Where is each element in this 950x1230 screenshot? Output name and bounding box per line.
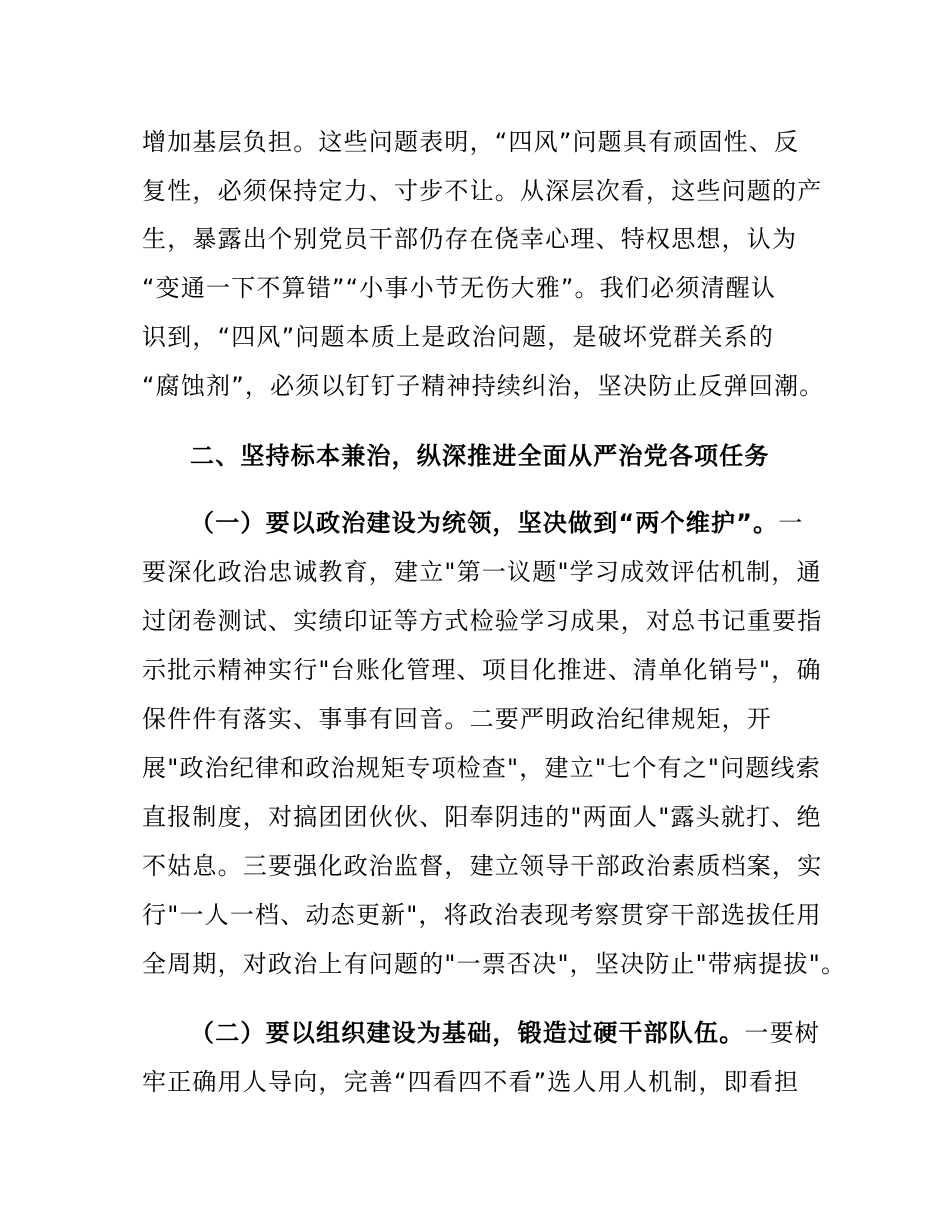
- body-text-line: 示批示精神实行"台账化管理、项目化推进、清单化销号"，确: [142, 656, 822, 684]
- section-heading: 二、坚持标本兼治，纵深推进全面从严治党各项任务: [190, 442, 770, 470]
- body-text-line: 增加基层负担。这些问题表明，“四风”问题具有顽固性、反: [142, 128, 800, 156]
- body-text-line: 生，暴露出个别党员干部仍存在侥幸心理、特权思想，认为: [142, 225, 798, 253]
- subsection-first-line: [190, 1017, 820, 1049]
- subsection-title: （一）要以政治建设为统领，坚决做到“两个维护”。: [190, 509, 779, 537]
- body-text-line: “变通一下不算错”“小事小节无伤大雅”。我们必须清醒认: [142, 274, 777, 302]
- body-text-line: “腐蚀剂”，必须以钉钉子精神持续纠治，坚决防止反弹回潮。: [142, 372, 825, 400]
- body-text-line: 行"一人一档、动态更新"，将政治表现考察贯穿干部选拔任用: [142, 901, 822, 929]
- body-text-line: 识到，“四风”问题本质上是政治问题，是破坏党群关系的: [142, 323, 775, 351]
- body-text-span: 一: [778, 509, 804, 537]
- subsection-first-line: [190, 507, 804, 539]
- body-text-line: 牢正确用人导向，完善“四看四不看”选人用人机制，即看担: [142, 1068, 800, 1096]
- body-text-line: 直报制度，对搞团团伙伙、阳奉阴违的"两面人"露头就打、绝: [142, 803, 822, 831]
- body-text-line: 复性，必须保持定力、寸步不让。从深层次看，这些问题的产: [142, 177, 823, 205]
- body-text-line: 要深化政治忠诚教育，建立"第一议题"学习成效评估机制，通: [142, 558, 822, 586]
- body-text-line: 过闭卷测试、实绩印证等方式检验学习成果，对总书记重要指: [142, 607, 823, 635]
- body-text-line: 不姑息。三要强化政治监督，建立领导干部政治素质档案，实: [142, 852, 823, 880]
- body-text-span: 一要树: [744, 1019, 821, 1047]
- body-text-line: 保件件有落实、事事有回音。二要严明政治纪律规矩，开: [142, 705, 772, 733]
- body-text-line: 展"政治纪律和政治规矩专项检查"，建立"七个有之"问题线索: [142, 754, 821, 782]
- subsection-title: （二）要以组织建设为基础，锻造过硬干部队伍。: [190, 1019, 745, 1047]
- body-text-line: 全周期，对政治上有问题的"一票否决"，坚决防止"带病提拔"。: [142, 950, 847, 978]
